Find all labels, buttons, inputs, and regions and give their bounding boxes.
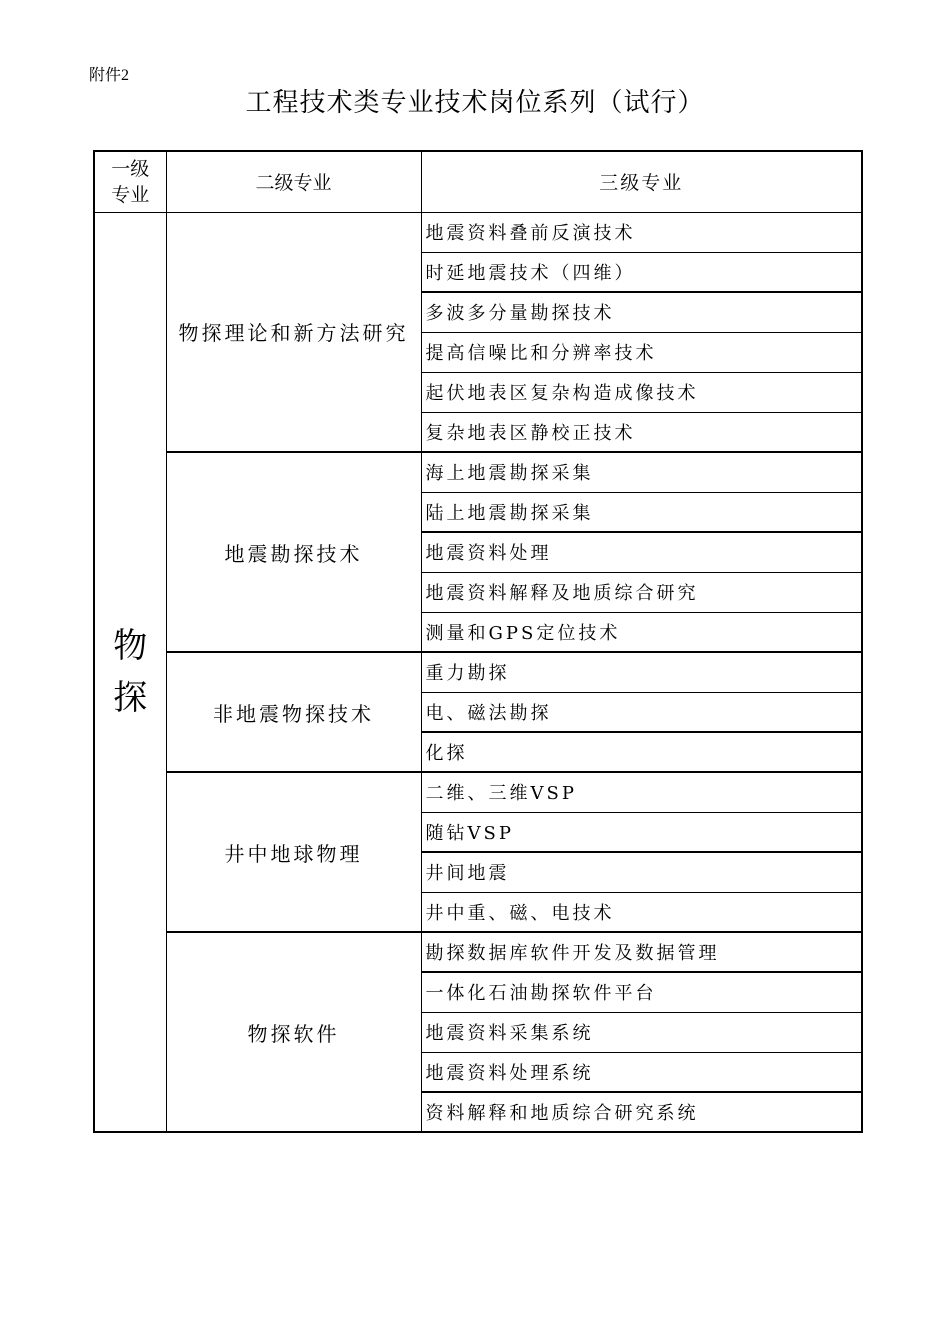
level3-cell: 井间地震 <box>421 852 862 892</box>
level3-cell: 起伏地表区复杂构造成像技术 <box>421 372 862 412</box>
level3-cell: 多波多分量勘探技术 <box>421 292 862 332</box>
level3-cell: 测量和GPS定位技术 <box>421 612 862 652</box>
header-level2: 二级专业 <box>166 151 421 212</box>
level3-cell: 提高信噪比和分辨率技术 <box>421 332 862 372</box>
level3-cell: 复杂地表区静校正技术 <box>421 412 862 452</box>
level3-cell: 地震资料处理系统 <box>421 1052 862 1092</box>
header-level1-line2: 专业 <box>111 183 150 206</box>
level2-cell: 物探软件 <box>166 932 421 1132</box>
level3-cell: 勘探数据库软件开发及数据管理 <box>421 932 862 972</box>
level3-cell: 一体化石油勘探软件平台 <box>421 972 862 1012</box>
attachment-label: 附件2 <box>89 67 130 84</box>
level2-cell: 非地震物探技术 <box>166 652 421 772</box>
level3-cell: 地震资料解释及地质综合研究 <box>421 572 862 612</box>
level1-cell <box>94 212 166 1132</box>
header-row <box>94 151 862 212</box>
level3-cell: 资料解释和地质综合研究系统 <box>421 1092 862 1132</box>
level3-cell: 重力勘探 <box>421 652 862 692</box>
table-row <box>94 212 862 252</box>
header-level1-line1: 一级 <box>111 157 150 180</box>
table-row <box>94 652 862 692</box>
header-level1 <box>94 151 166 212</box>
level3-cell: 井中重、磁、电技术 <box>421 892 862 932</box>
table-row <box>94 452 862 492</box>
level3-cell: 电、磁法勘探 <box>421 692 862 732</box>
level3-cell: 陆上地震勘探采集 <box>421 492 862 532</box>
table-row <box>94 932 862 972</box>
table-row <box>94 772 862 812</box>
level3-cell: 地震资料叠前反演技术 <box>421 212 862 252</box>
level3-cell: 海上地震勘探采集 <box>421 452 862 492</box>
level3-cell: 二维、三维VSP <box>421 772 862 812</box>
level3-cell: 化探 <box>421 732 862 772</box>
level3-cell: 随钻VSP <box>421 812 862 852</box>
level1-char: 探 <box>113 677 148 718</box>
level1-char: 物 <box>113 625 148 666</box>
page-title: 工程技术类专业技术岗位系列（试行） <box>245 88 705 118</box>
level2-cell: 井中地球物理 <box>166 772 421 932</box>
level3-cell: 地震资料采集系统 <box>421 1012 862 1052</box>
level3-cell: 地震资料处理 <box>421 532 862 572</box>
level3-cell: 时延地震技术（四维） <box>421 252 862 292</box>
level2-cell: 地震勘探技术 <box>166 452 421 652</box>
header-level3: 三级专业 <box>421 151 862 212</box>
level2-cell: 物探理论和新方法研究 <box>166 212 421 452</box>
specialty-table <box>93 150 863 1133</box>
